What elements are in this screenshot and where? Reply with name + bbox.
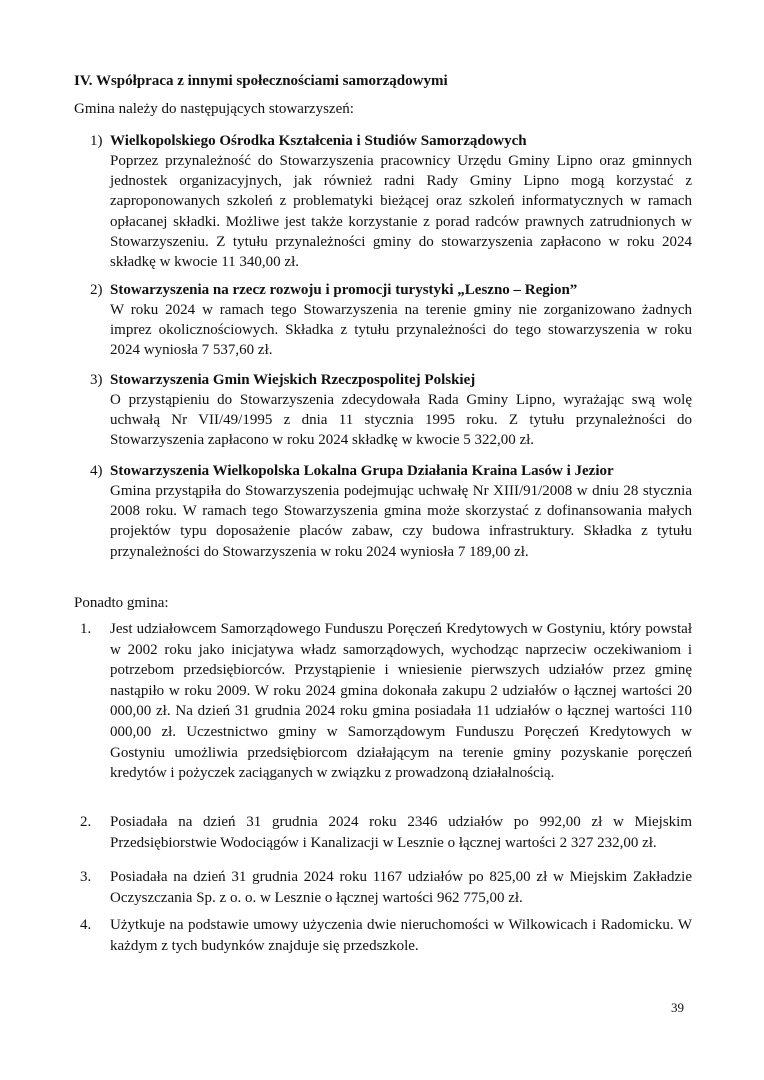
list-item-text: Użytkuje na podstawie umowy użyczenia dwie nieruchomości w Wilkowicach i Radomicku. W każdym z tych budynków znajduje się przedszkole. <box>110 917 692 954</box>
list-item-number: 4. <box>80 917 92 933</box>
association-body: Gmina przystąpiła do Stowarzyszenia podejmując uchwałę Nr XIII/91/2008 w dniu 28 stycznia 2008 roku. W ramach tego Stowarzyszenia gmina może skorzystać z dofinansowania małych projektów typu doposażenie placów zabaw, czy budowa infrastruktury. Składka z tytułu przynależności do Stowarzyszenia w roku 2024 wyniosła 7 189,00 zł. <box>110 483 692 560</box>
ponadto-heading: Ponadto gmina: <box>74 595 169 611</box>
association-body: Poprzez przynależność do Stowarzyszenia pracownicy Urzędu Gminy Lipno oraz gminnych jednostek organizacyjnych, jak również radni Rady Gminy Lipno mogą korzystać z zaproponowanych szkoleń z problematyki bieżącej oraz szkoleń informatycznych w ramach opłacanej składki. Możliwe jest także korzystanie z porad radców prawnych zatrudnionych w Stowarzyszeniu. Z tytułu przynależności gminy do stowarzyszenia zapłacono w roku 2024 składkę w kwocie 11 340,00 zł. <box>110 153 692 271</box>
association-title: Stowarzyszenia na rzecz rozwoju i promocji turystyki „Leszno – Region” <box>110 282 578 298</box>
list-item-number: 3. <box>80 869 92 885</box>
association-title: Wielkopolskiego Ośrodka Kształcenia i Studiów Samorządowych <box>110 133 527 149</box>
association-title: Stowarzyszenia Wielkopolska Lokalna Grupa Działania Kraina Lasów i Jezior <box>110 463 614 479</box>
association-number: 1) <box>90 133 103 149</box>
page-number: 39 <box>671 1000 684 1015</box>
intro-text: Gmina należy do następujących stowarzyszeń: <box>74 101 354 117</box>
association-number: 2) <box>90 282 103 298</box>
list-item-text: Jest udziałowcem Samorządowego Funduszu Poręczeń Kredytowych w Gostyniu, który powstał w 2002 roku jako inicjatywa władz samorządowych, wychodząc naprzeciw oczekiwaniom i potrzebom przedsiębiorców. Przystąpienie i wniesienie pierwszych udziałów przez gminę nastąpiło w roku 2009. W roku 2024 gmina dokonała zakupu 2 udziałów o łącznej wartości 20 000,00 zł. Na dzień 31 grudnia 2024 roku gmina posiadała 11 udziałów o łącznej wartości 110 000,00 zł. Uczestnictwo gminy w Samorządowym Funduszu Poręczeń Kredytowych w Gostyniu umożliwia przedsiębiorcom działającym na terenie gminy pozyskanie poręczeń kredytów i pożyczek zaciąganych w związku z prowadzoną działalnością. <box>110 621 692 782</box>
association-number: 4) <box>90 463 103 479</box>
list-item-number: 2. <box>80 814 92 830</box>
list-item-number: 1. <box>80 621 92 637</box>
list-item-text: Posiadała na dzień 31 grudnia 2024 roku 2346 udziałów po 992,00 zł w Miejskim Przedsiębiorstwie Wodociągów i Kanalizacji w Lesznie o łącznej wartości 2 327 232,00 zł. <box>110 814 692 851</box>
association-title: Stowarzyszenia Gmin Wiejskich Rzeczpospolitej Polskiej <box>110 372 476 388</box>
association-body: O przystąpieniu do Stowarzyszenia zdecydowała Rada Gminy Lipno, wyrażając swą wolę uchwałą Nr VII/49/1995 z dnia 11 stycznia 1995 roku. Z tytułu przynależności do Stowarzyszenia zapłacono w roku 2024 składkę w kwocie 5 322,00 zł. <box>110 392 692 449</box>
section-heading: IV. Współpraca z innymi społecznościami samorządowymi <box>74 73 448 89</box>
association-number: 3) <box>90 372 103 388</box>
association-body: W roku 2024 w ramach tego Stowarzyszenia na terenie gminy nie zorganizowano żadnych imprez okolicznościowych. Składka z tytułu przynależności do tego stowarzyszenia w roku 2024 wyniosła 7 537,60 zł. <box>110 302 692 359</box>
list-item-text: Posiadała na dzień 31 grudnia 2024 roku 1167 udziałów po 825,00 zł w Miejskim Zakładzie Oczyszczania Sp. z o. o. w Lesznie o łącznej wartości 962 775,00 zł. <box>110 869 692 906</box>
